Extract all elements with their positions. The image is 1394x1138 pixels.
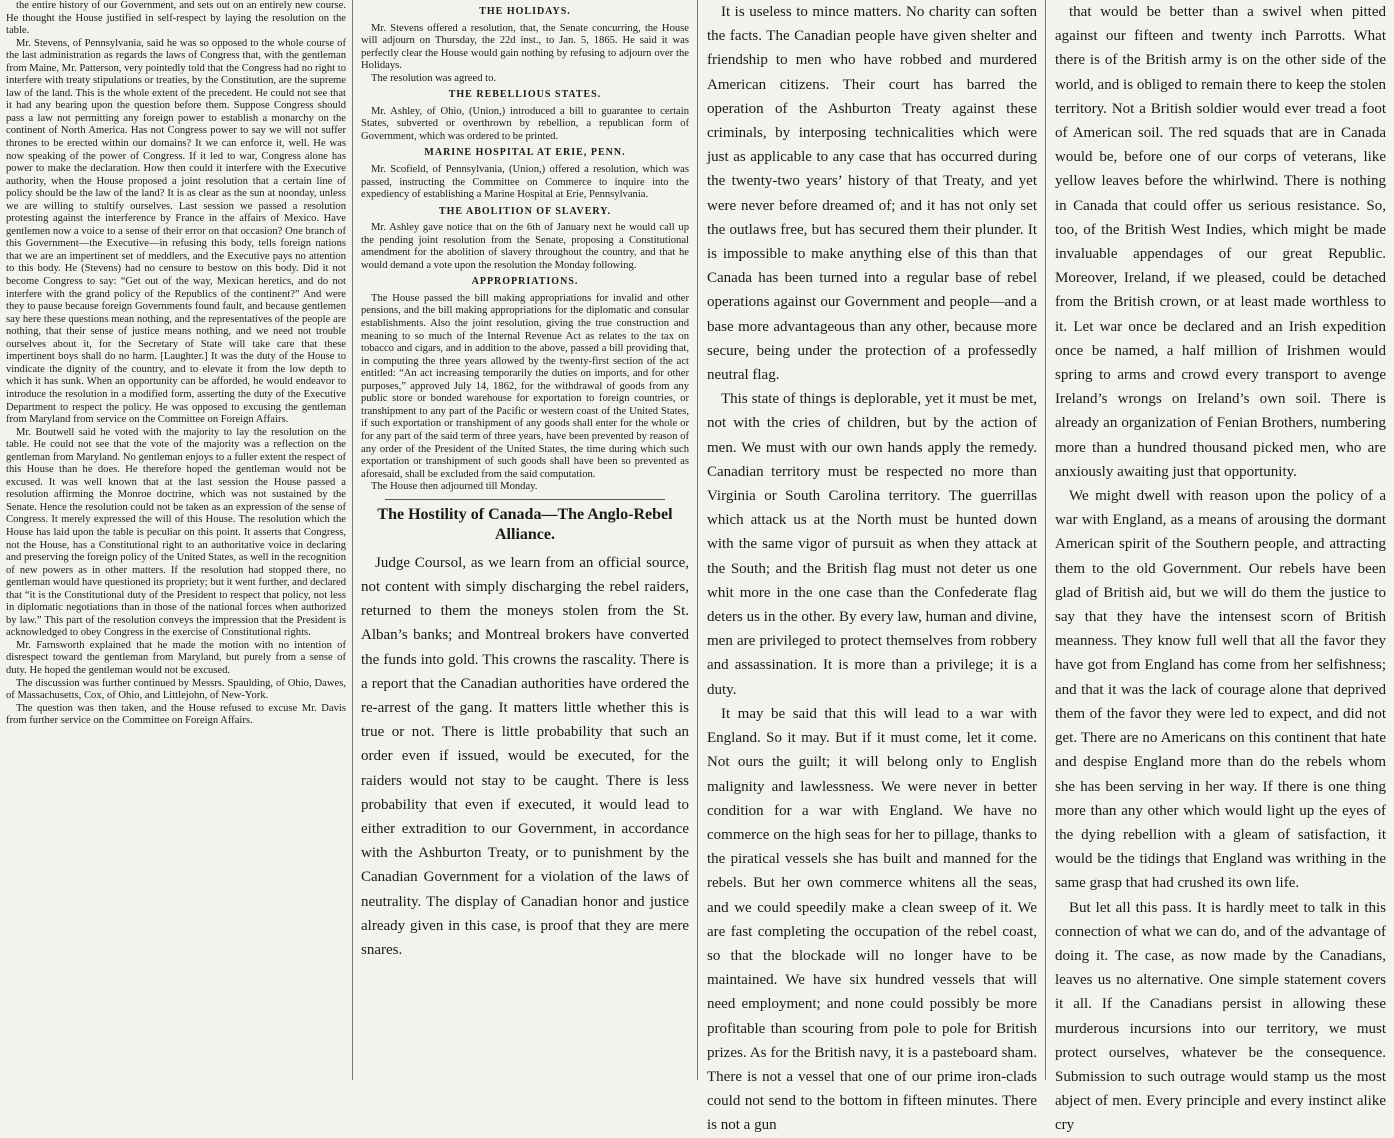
section-heading-holidays: THE HOLIDAYS. bbox=[479, 6, 571, 17]
col1-paragraph: The discussion was further continued by Messrs. Spaulding, of Ohio, Dawes, of Massachusetts, Cox, of Ohio, and Littlejohn, of New-York. bbox=[6, 677, 346, 702]
column-1 bbox=[2, 0, 350, 1080]
col3-paragraph: It is useless to mince matters. No charity can soften the facts. The Canadian people have given shelter and friendship to men who have robbed and murdered American citizens. Their court has barred the operation of the Ashburton Treaty against these criminals, by interposing technicalities which were just as applicable to any case that has occurred during the twenty-two years’ history of that Treaty, and yet were never before dreamed of; and it has not only set the outlaws free, but has secured them their plunder. It is impossible to make anything else of this than that Canada has been turned into a regular base of rebel operations against our Government and people—and a base more advantageous than any other, because more secure, being under the protection of a professedly neutral flag. bbox=[707, 4, 1037, 384]
col4-paragraph: But let all this pass. It is hardly meet to talk in this connection of what we can do, and of the advantage of doing it. The case, as now made by the Canadians, leaves us no alternative. One simple statement covers it all. If the Canadians persist in allowing these murderous incursions into our territory, we must protect ourselves, whatever be the consequence. Submission to such outrage would stamp us the most abject of men. Every principle and every instinct alike cry bbox=[1055, 899, 1386, 1134]
section-heading-rebellious-states: THE REBELLIOUS STATES. bbox=[448, 89, 602, 101]
article-paragraph: Judge Coursol, as we learn from an official source, not content with simply discharging the rebel raiders, returned to them the moneys stolen from the St. Alban’s banks; and Montreal brokers have converted the funds into gold. This crowns the rascality. There is a report that the Canadian authorities have ordered the re-arrest of the gang. It matters little whether this is true or not. There is little probability that such an order even if issued, would be executed, for the raiders would not stay to be caught. There is less probability that even if executed, it would lead to either extradition to our Government, in accordance with the Ashburton Treaty, or to punishment by the Canadian Government for a violation of the laws of neutrality. The display of Canadian honor and justice already given in this case, is proof that they are mere snares. bbox=[361, 554, 689, 958]
column-3 bbox=[701, 0, 1043, 1134]
section-paragraph: The House passed the bill making appropriations for invalid and other pensions, and the bill making appropriations for the diplomatic and consular establishments. Also the joint resolution, giving the true construction and meaning to so much of the Internal Revenue Act as relates to the tax on tobacco and cigars, and in addition to the above, passed a bill providing that, in computing the three years allowed by the twenty-first section of the act entitled: “An act increasing temporarily the duties on imports, and for other purposes,” approved July 14, 1862, for the withdrawal of goods from any public store or bonded warehouse for exportation to foreign countries, or transhipment to any part of the Pacific or western coast of the United States, if such exportation or transhipment of any goods shall enter for the whole or for any part of the said term of three years, have been prevented by reason of any order of the President of the United States, the time during which such exportation or transhipment of such goods shall have been so prevented as aforesaid, shall be excluded from the said computation. bbox=[361, 292, 689, 480]
column-2 bbox=[356, 0, 694, 1080]
column-rule bbox=[352, 0, 353, 1080]
section-paragraph: Mr. Ashley, of Ohio, (Union,) introduced a bill to guarantee to certain States, subverted or overthrown by rebellion, a republican form of Government, which was ordered to be printed. bbox=[361, 105, 689, 142]
section-heading-abolition: THE ABOLITION OF SLAVERY. bbox=[438, 205, 612, 217]
column-4 bbox=[1049, 0, 1392, 1134]
article-headline: The Hostility of Canada—The Anglo-Rebel Alliance. bbox=[377, 505, 673, 543]
section-heading-marine-hospital: MARINE HOSPITAL AT ERIE, PENN. bbox=[424, 147, 626, 159]
col3-paragraph: This state of things is deplorable, yet it must be met, not with the cries of children, but by the action of men. We must with our own hands apply the remedy. Canadian territory must be respected no more than Virginia or South Carolina territory. The guerrillas which attack us at the North must be hunted down with the same vigor of pursuit as when they attack at the South; and the British flag must not deter us one whit more in the one case than the Confederate flag deters us in the other. By every law, human and divine, men are privileged to protect themselves from robbery and assassination. It is more than a privilege; it is a duty. bbox=[707, 391, 1037, 698]
column-rule bbox=[697, 0, 698, 1080]
house-proceedings bbox=[361, 6, 689, 494]
column-rule bbox=[1045, 0, 1046, 1080]
editorial-article bbox=[361, 505, 689, 962]
col3-paragraph: It may be said that this will lead to a war with England. So it may. But if it must come, let it come. Not ours the guilt; it will belong only to English malignity and lawlessness. We were never in better condition for a war with England. We have no commerce on the high seas for her to pillage, thanks to the piratical vessels she has built and manned for the rebels. But her own commerce whitens all the seas, and we could speedily make a clean sweep of it. We are fast completing the occupation of the rebel coast, so that the blockade will no longer have to be maintained. We have six hundred vessels that will need employment; and none could possibly be more profitable than scouring from pole to pole for British prizes. As for the British navy, it is a pasteboard sham. There is not a vessel that one of our prime iron-clads could not send to the bottom in fifteen minutes. There is not a gun bbox=[707, 705, 1037, 1134]
col1-paragraph: the entire history of our Government, and sets out on an entirely new course. He thought the House justified in self-respect by laying the resolution on the table. bbox=[6, 0, 346, 37]
col1-paragraph: The question was then taken, and the House refused to excuse Mr. Davis from further service on the Committee on Foreign Affairs. bbox=[6, 702, 346, 727]
section-heading-appropriations: APPROPRIATIONS. bbox=[471, 276, 579, 288]
section-paragraph: The resolution was agreed to. bbox=[371, 72, 497, 84]
col4-paragraph: that would be better than a swivel when pitted against our fifteen and twenty inch Parrotts. What there is of the British army is on the other side of the world, and is obliged to remain there to keep the stolen territory. Not a British soldier would ever tread a foot of American soil. The red squads that are in Canada would be, before one of our corps of veterans, like yellow leaves before the whirlwind. There is nothing in Canada that could offer us serious resistance. So, too, of the British West Indies, which might be made invaluable appendages of our great Republic. Moreover, Ireland, if we pleased, could be detached from the British crown, or at least made worthless to it. Let war once be declared and an Irish expedition once be named, a half million of Irishmen would spring to arms and crowd every transport to avenge Ireland’s wrongs on Ireland’s own soil. There is already an organization of Fenian Brothers, numbering more than a hundred thousand picked men, who are anxiously awaiting just that opportunity. bbox=[1055, 4, 1386, 480]
col1-paragraph: Mr. Stevens, of Pennsylvania, said he was so opposed to the whole course of the last administration as regards the laws of Congress that, with the gentleman from Maine, Mr. Patterson, very pointedly told that the Congress had no right to interfere with treaty stipulations or treaties, by the Constitution, are the supreme law of the land. This is the whole extent of the precedent. He could not see that it had any bearing upon the question before them. Suppose Congress should pass a law not permitting any foreign power to establish a monarchy on the continent of North America. Has not Congress power to say we will not suffer thrones to be erected within our domains? It we can enforce it, well. He was now speaking of the power of Congress. If it led to war, Congress alone has power to make the declaration. How then could it interfere with the Executive authority, when the House proposed a joint resolution that a certain line of policy should be the law of the land? It is as clear as the sun at noonday, unless we are willing to stultify ourselves. Last session we passed a resolution protesting against the interference by France in the affairs of Mexico. Have gentlemen now a voice to a sense of their error on that occasion? One branch of this Government—the Executive—in refusing this body, tells foreign nations that we are an impertinent set of meddlers, and the Executive pays no attention to this body. He (Stevens) had no censure to bestow on this body. Did it not become Congress to say: “Get out of the way, Mexican heretics, and do not interfere with the grand policy of the Republics of the continent?” And were they to pause because foreign Governments found fault, and because gentlemen say here these questions mean nothing, and the representatives of the people are nothing, that their sense of justice means nothing, and we need not trouble ourselves about it, for the Secretary of State will take care that these impertinent boys shall do no harm. [Laughter.] It was the duty of the House to vindicate the dignity of the country, and to elevate it from the low depth to which it has sunk. When an opportunity can be afforded, he would endeavor to introduce the resolution in a modified form, asserting the duty of the Executive Department to respect the policy. He was opposed to excusing the gentleman from Maryland from service on the Committee on Foreign Affairs. bbox=[6, 37, 346, 426]
section-paragraph: Mr. Ashley gave notice that on the 6th of January next he would call up the pending joint resolution from the Senate, proposing a Constitutional amendment for the abolition of slavery throughout the country, and that he would demand a vote upon the resolution the Monday following. bbox=[361, 222, 689, 271]
col1-paragraph: Mr. Farnsworth explained that he made the motion with no intention of disrespect toward the gentleman from Maryland, but purely from a sense of duty. He hoped the gentleman would not be excused. bbox=[6, 639, 346, 676]
col4-paragraph: We might dwell with reason upon the policy of a war with England, as a means of arousing the dormant American spirit of the Southern people, and attracting them to the old Government. Our rebels have been glad of British aid, but we will do them the justice to say that they have the intensest scorn of British meanness. They know full well that all the favor they have got from England has come from her selfishness; and that it was the lack of courage alone that deprived them of the favor they were led to expect, and did not get. There are no Americans on this continent that hate and despise England more than do the rebels whom she has been serving in her way. If there is one thing more than any other which would light up the eyes of the dying rebellion with a gleam of satisfaction, it would be the tidings that England was writhing in the same grasp that had crushed its own life. bbox=[1055, 488, 1386, 892]
section-paragraph: The House then adjourned till Monday. bbox=[371, 481, 538, 493]
section-paragraph: Mr. Scofield, of Pennsylvania, (Union,) offered a resolution, which was passed, instructing the Committee on Commerce to inquire into the expediency of establishing a Marine Hospital at Erie, Pennsylvania. bbox=[361, 164, 689, 201]
col1-paragraph: Mr. Boutwell said he voted with the majority to lay the resolution on the table. He could not see that the vote of the majority was a reflection on the gentleman from Maryland. No gentleman enjoys to a fuller extent the respect of this House than he does. He therefore hoped the gentleman would not be excused. It was well known that at the last session the House passed a resolution affirming the Monroe doctrine, which was not sustained by the Senate. Hence the resolution could not be taken as an expression of the sense of Congress. It merely expressed the will of this House. The resolution which the House has laid upon the table is peculiar on this point. It asserts that Congress, not the House, has a Constitutional right to an authoritative voice in declaring and preserving the foreign policy of the United States, as well in the recognition of new powers as in other matters. If the resolution had stopped there, no gentleman would have questioned its propriety; but it went further, and declared that “it is the Constitutional duty of the President to respect that policy, not less in diplomatic negotiations than in those of the national forces when authorized by law.” This part of the resolution conveys the impression that the President is acknowledged to obey Congress in the exercise of Constitutional rights. bbox=[6, 426, 346, 639]
section-paragraph: Mr. Stevens offered a resolution, that, the Senate concurring, the House will adjourn on Thursday, the 22d inst., to Jan. 5, 1865. He said it was perfectly clear the House would gain nothing by refusing to adjourn over the Holidays. bbox=[361, 22, 689, 72]
article-divider bbox=[385, 499, 665, 500]
